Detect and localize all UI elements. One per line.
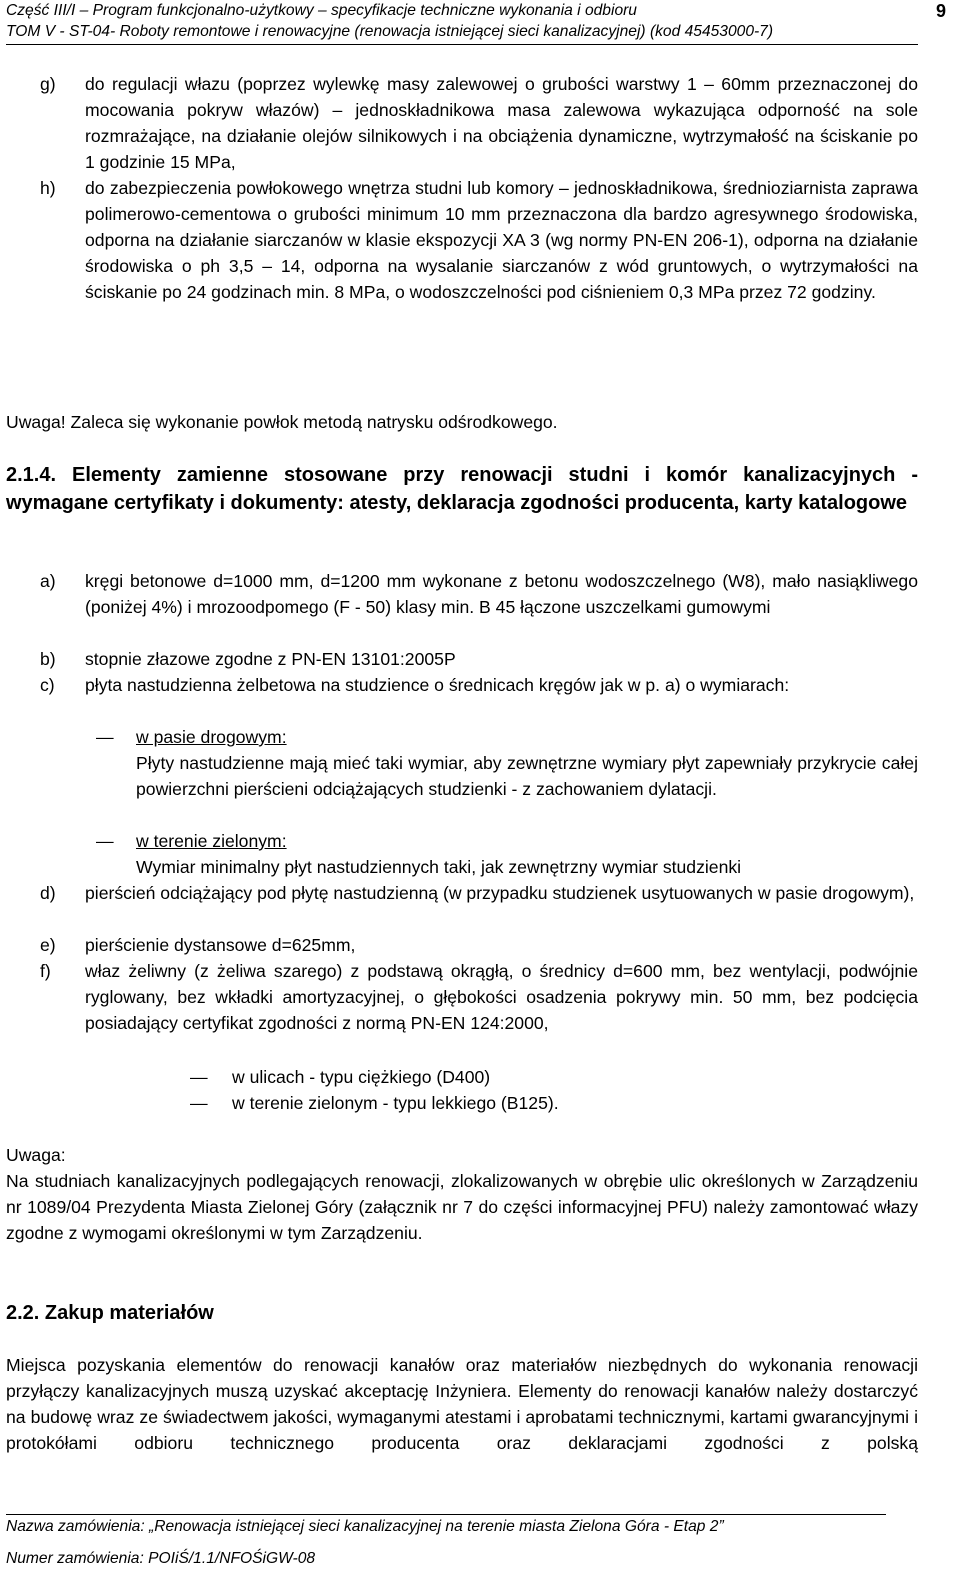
section-2-2-text: Miejsca pozyskania elementów do renowacji kanałów oraz materiałów niezbędnych do wykonania renowacji przyłączy kanalizacyjnych muszą uzyskać akceptację Inżyniera. Elementy do renowacji kanałów należy dostarczyć na budowę wraz ze świadectwem jakości, wymaganymi atestami i aprobatami technicznymi, kartami gwarancyjnymi i protokółami odbioru technicznego producenta oraz deklaracjami zgodności z polską — [6, 1355, 918, 1453]
sub-item-road — [136, 724, 918, 802]
list-label: e) — [40, 935, 56, 955]
list-item-a — [40, 568, 918, 620]
dash-bullet: — — [96, 727, 114, 747]
list-label: a) — [40, 571, 56, 591]
list-label: g) — [40, 74, 56, 94]
list-text: pierścienie dystansowe d=625mm, — [85, 935, 356, 955]
section-heading-2-2: 2.2. Zakup materiałów — [6, 1302, 214, 1324]
sub-item-title: w pasie drogowym: — [136, 727, 287, 747]
dash-bullet: — — [190, 1093, 208, 1113]
dash-bullet: — — [96, 831, 114, 851]
running-header — [6, 0, 920, 42]
list-text: właz żeliwny (z żeliwa szarego) z podstawą okrągłą, o średnicy d=600 mm, bez wentylacji, podwójnie ryglowany, bez wkładki amortyzacyjnej, o głębokości osadzenia pokrywy min. 50 mm, bez podcięcia posiadający certyfikat zgodności z normą PN-EN 124:2000, — [85, 961, 918, 1033]
list-label: h) — [40, 178, 56, 198]
header-divider — [6, 44, 918, 45]
list-item-g — [40, 71, 918, 175]
sub-item-heavy: w ulicach - typu ciężkiego (D400) — [232, 1067, 491, 1087]
footer-line-2: Numer zamówienia: POIiŚ/1.1/NFOŚiGW-08 — [6, 1550, 316, 1567]
list-text: do regulacji włazu (poprzez wylewkę masy zalewowej o grubości warstwy 1 – 60mm przeznaczonej do mocowania pokryw włazów) – jednoskładnikowa masa zalewowa wykazująca odporność na sole rozmrażające, na działanie olejów silnikowych i na obciążenia dynamiczne, wytrzymałość na ściskanie po 1 godzinie 15 MPa, — [85, 74, 918, 172]
sub-item-text: Wymiar minimalny płyt nastudziennych taki, jak zewnętrzny wymiar studzienki — [136, 857, 742, 877]
dash-bullet: — — [190, 1067, 208, 1087]
list-item-c — [40, 672, 918, 698]
list-item-e — [40, 932, 918, 958]
page-number: 9 — [936, 1, 947, 21]
note-paragraph: Uwaga! Zaleca się wykonanie powłok metodą natrysku odśrodkowego. — [6, 412, 558, 432]
list-text: do zabezpieczenia powłokowego wnętrza studni lub komory – jednoskładnikowa, średnioziarnista zaprawa polimerowo-cementowa o grubości minimum 10 mm przeznaczona dla bardzo agresywnego środowiska, odporna na działanie siarczanów w klasie ekspozycji XA 3 (wg normy PN-EN 206-1), odporna na działanie środowiska o ph 3,5 – 14, odporna na wysalanie siarczanów z wód gruntowych, o wytrzymałości na ściskanie po 24 godzinach min. 8 MPa, o wodoszczelności pod ciśnieniem 0,3 MPa przez 72 godziny. — [85, 178, 918, 302]
footer-line-1: Nazwa zamówienia: „Renowacja istniejącej sieci kanalizacyjnej na terenie miasta Zielona Góra - Etap 2” — [6, 1518, 724, 1535]
list-text: stopnie złazowe zgodne z PN-EN 13101:2005P — [85, 649, 456, 669]
sub-item-green — [136, 828, 918, 880]
note-text: Na studniach kanalizacyjnych podlegających renowacji, zlokalizowanych w obrębie ulic określonych w Zarządzeniu nr 1089/04 Prezydenta Miasta Zielonej Góry (załącznik nr 7 do części informacyjnej PFU) należy zamontować włazy zgodne z wymogami określonymi w tym Zarządzeniu. — [6, 1171, 918, 1243]
list-text: kręgi betonowe d=1000 mm, d=1200 mm wykonane z betonu wodoszczelnego (W8), mało nasiąkliwego (poniżej 4%) i mrozoodpomego (F - 50) klasy min. B 45 łączone uszczelkami gumowymi — [85, 571, 918, 617]
sub-item-title: w terenie zielonym: — [136, 831, 287, 851]
sub-item-light: w terenie zielonym - typu lekkiego (B125). — [232, 1093, 559, 1113]
list-label: f) — [40, 961, 51, 981]
list-item-h — [40, 175, 918, 305]
list-item-d — [40, 880, 918, 906]
list-label: d) — [40, 883, 56, 903]
list-label: b) — [40, 649, 56, 669]
list-label: c) — [40, 675, 55, 695]
footer-divider — [6, 1514, 886, 1515]
header-line-1: Część III/I – Program funkcjonalno-użytkowy – specyfikacje techniczne wykonania i odbioru — [6, 2, 637, 19]
section-heading-2-1-4: 2.1.4. Elementy zamienne stosowane przy renowacji studni i komór kanalizacyjnych - wymagane certyfikaty i dokumenty: atesty, deklaracja zgodności producenta, karty katalogowe — [6, 464, 918, 514]
list-item-b — [40, 646, 918, 672]
note-title: Uwaga: — [6, 1145, 66, 1165]
list-text: pierścień odciążający pod płytę nastudzienną (w przypadku studzienek usytuowanych w pasie drogowym), — [85, 883, 915, 903]
list-text: płyta nastudzienna żelbetowa na studzience o średnicach kręgów jak w p. a) o wymiarach: — [85, 675, 790, 695]
list-item-f — [40, 958, 918, 1036]
sub-item-text: Płyty nastudzienne mają mieć taki wymiar, aby zewnętrzne wymiary płyt zapewniały przykrycie całej powierzchni pierścieni odciążających studzienki - z zachowaniem dylatacji. — [136, 753, 918, 799]
header-line-2: TOM V - ST-04- Roboty remontowe i renowacyjne (renowacja istniejącej sieci kanalizacyjnej) (kod 45453000-7) — [6, 23, 774, 40]
